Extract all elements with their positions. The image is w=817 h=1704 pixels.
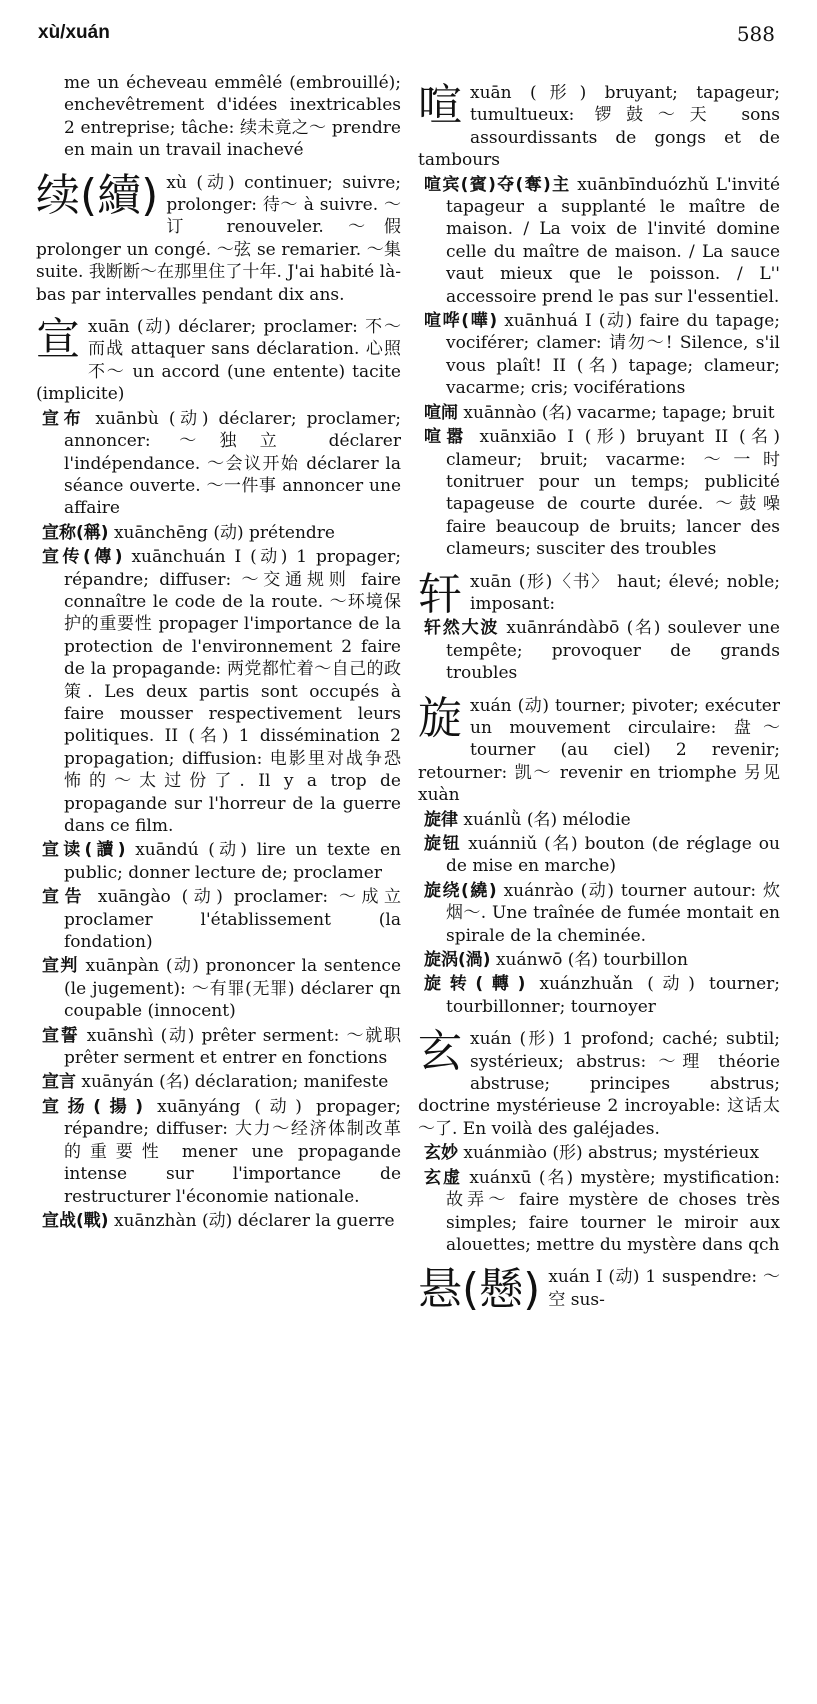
entry-definition: xuān (形)〈书〉 haut; élevé; noble; imposant: — [470, 571, 780, 614]
dict-entry-xuannao — [418, 402, 780, 424]
dict-entry-xuanwo — [418, 949, 780, 971]
entry-definition: xuānyán (名) déclaration; manifeste — [81, 1072, 389, 1093]
entry-definition: xuānhuá I (动) faire du tapage; vociférer; clamer: 请勿～! Silence, s'il vous plaît! II (名) tapage; clameur; vacarme; cris; vociférations — [446, 311, 780, 399]
entry-headword: 玄 — [418, 1026, 462, 1078]
entry-definition: xuánxū (名) mystère; mystification: 故弄～ faire mystère de choses très simples; faire tourner le miroir aux alouettes; mettre du mystère dans qch — [446, 1167, 781, 1255]
dict-entry-xuanmiao — [418, 1142, 780, 1164]
entry-definition: xuánrào (动) tourner autour: 炊烟～. Une traînée de fumée montait en spirale de la cheminée. — [446, 880, 780, 946]
dict-entry-xuan_deep — [418, 1028, 780, 1140]
entry-headword: 旋转(轉) — [424, 974, 526, 995]
dict-entry-xuanxiao — [418, 426, 780, 560]
entry-headword: 宣判 — [42, 956, 79, 977]
entry-headword: 玄妙 — [424, 1143, 458, 1164]
dict-entry-xuanbu — [36, 408, 401, 520]
entry-headword: 旋钮 — [424, 834, 462, 854]
entry-headword: 旋绕(繞) — [424, 880, 497, 901]
entry-headword: 喧嚣 — [424, 427, 469, 448]
dict-entry-xuanbin — [418, 174, 780, 308]
entry-definition: xuánwō (名) tourbillon — [495, 950, 688, 971]
dict-entry-xuanyang — [36, 1096, 401, 1208]
right-column — [418, 72, 781, 1316]
page-number: 588 — [736, 22, 775, 46]
dict-entry-xuanniu — [418, 833, 780, 878]
entry-headword: 旋 — [418, 692, 462, 744]
entry-headword: 宣传(傳) — [42, 547, 123, 568]
dict-entry-xuanlu — [418, 809, 780, 831]
entry-headword: 旋律 — [424, 809, 458, 830]
dict-entry-xuanhua — [418, 310, 780, 400]
dict-entry-cont1 — [36, 72, 401, 162]
entry-headword: 喧 — [418, 80, 462, 131]
entry-definition: xuāndú (动) lire un texte en public; donner lecture de; proclamer — [64, 840, 401, 883]
entry-headword: 喧闹 — [424, 402, 458, 423]
entry-definition: xuānxiāo I (形) bruyant II (名) clameur; bruit; vacarme: ～一时 tonitruer pour un temps; publicité tapageuse de courte durée. ～鼓噪 faire beaucoup de bruits; lancer des clameurs; susciter des troubles — [446, 427, 781, 560]
entry-headword: 宣告 — [42, 887, 87, 908]
dict-entry-xuanyan — [36, 1071, 401, 1093]
entry-definition: xuán I (动) 1 suspendre: ～空 sus- — [548, 1267, 780, 1310]
entry-definition: xuāngào (动) proclamer: ～成立 proclamer l'établissement (la fondation) — [64, 887, 401, 953]
entry-definition: xuánniǔ (名) bouton (de réglage ou de mise en marche) — [446, 834, 780, 877]
entry-headword: 续(續) — [36, 169, 159, 221]
dict-entry-xuancheng — [36, 522, 401, 544]
running-head: xù/xuán — [38, 22, 110, 43]
entry-definition: xuānchuán I (动) 1 propager; répandre; diffuser: ～交通规则 faire connaître le code de la route. ～环境保护的重要性 propager l'importance de la protection de l'environnement 2 faire de la propagande: 两党都忙着～自己的政策. Les deux partis sont occupés à faire mousser respectivement leurs politiques. II (名) 1 dissémination 2 propagation; diffusion: 电影里对战争恐怖的～太过份了. Il y a trop de propagande sur l'horreur de la guerre dans ce film. — [64, 547, 402, 836]
entry-headword: 宣扬(揚) — [42, 1096, 144, 1117]
entry-headword: 旋涡(渦) — [424, 950, 491, 971]
entry-headword: 悬(懸) — [418, 1264, 541, 1316]
entry-headword: 宣言 — [42, 1072, 76, 1093]
entry-definition: xuānchēng (动) prétendre — [113, 522, 335, 543]
dict-entry-xuanrao — [418, 880, 780, 947]
dict-entry-xuan1 — [36, 316, 401, 406]
entry-definition: xuānbù (动) déclarer; proclamer; annoncer: ～独立 déclarer l'indépendance. ～会议开始 déclarer la séance ouverte. ～一件事 annoncer une affaire — [64, 408, 402, 519]
dict-entry-xuanran — [418, 617, 780, 684]
dict-entry-xuanshi — [36, 1025, 401, 1070]
dict-entry-xuan_turn — [418, 692, 780, 807]
entry-headword: 轩然大波 — [424, 618, 500, 639]
entry-definition: xuānbīnduózhǔ L'invité tapageur a supplanté le maître de maison. / La voix de l'invité domine celle du maître de maison. / La sauce vaut mieux que le poisson. / L'' accessoire prend le pas sur l'essentiel. — [446, 174, 781, 307]
entry-definition: xuánzhuǎn (动) tourner; tourbillonner; tournoyer — [446, 974, 780, 1017]
entry-definition: xuánlǜ (名) mélodie — [463, 809, 631, 830]
dict-entry-xuan_hang — [418, 1264, 780, 1316]
entry-definition: xuānpàn (动) prononcer la sentence (le jugement): ～有罪(无罪) déclarer qn coupable (innocent) — [64, 956, 402, 1022]
dict-entry-xuan_high — [418, 568, 780, 620]
dict-entry-xuanzhan — [36, 1210, 401, 1232]
page-header — [0, 22, 817, 58]
entry-definition: xuānrándàbō (名) soulever une tempête; provoquer de grands troubles — [446, 618, 780, 684]
entry-headword: 轩 — [418, 568, 462, 620]
entry-definition: xuán (动) tourner; pivoter; exécuter un mouvement circulaire: 盘～ tourner (au ciel) 2 revenir; retourner: 凯～ revenir en triomphe 另见 xuàn — [418, 695, 780, 806]
entry-headword: 宣誓 — [42, 1025, 80, 1046]
dict-entry-xuan_noisy — [418, 82, 780, 172]
entry-headword: 宣称(稱) — [42, 522, 109, 543]
entry-headword: 宣 — [36, 314, 80, 366]
entry-definition: xù (动) continuer; suivre; prolonger: 待～ à suivre. ～订 renouveler. ～假 prolonger un congé. ～弦 se remarier. ～集 suite. 我断断～在那里住了十年. J'ai habité là-bas par intervalles pendant dix ans. — [36, 172, 401, 305]
dict-entry-xu — [36, 169, 401, 306]
left-column — [36, 72, 401, 1232]
entry-definition: xuān (动) déclarer; proclamer: 不～而战 attaquer sans déclaration. 心照不～ un accord (une entente) tacite (implicite) — [36, 317, 401, 405]
entry-definition: xuānshì (动) prêter serment: ～就职 prêter serment et entrer en fonctions — [64, 1025, 402, 1069]
dict-entry-xuanzhuan — [418, 973, 780, 1018]
dict-entry-xuanchuan — [36, 546, 401, 837]
entry-headword: 宣战(戰) — [42, 1210, 109, 1231]
entry-definition: xuān (形) bruyant; tapageur; tumultueux: 锣鼓～天 sons assourdissants de gongs et de tambours — [418, 83, 780, 171]
entry-definition: xuānzhàn (动) déclarer la guerre — [113, 1210, 395, 1231]
dict-entry-xuanxu — [418, 1167, 780, 1257]
entry-definition: xuānnào (名) vacarme; tapage; bruit — [463, 402, 775, 423]
entry-definition: xuānyáng (动) propager; répandre; diffuser: 大力～经济体制改革的重要性 mener une propagande intense sur l'importance de restructurer l'économie nationale. — [64, 1096, 402, 1207]
entry-definition: xuánmiào (形) abstrus; mystérieux — [463, 1143, 760, 1164]
entry-definition: xuán (形) 1 profond; caché; subtil; systérieux; abstrus: ～理 théorie abstruse; principes abstrus; doctrine mystérieuse 2 incroyable: 这话太～了. En voilà des galéjades. — [418, 1029, 780, 1139]
entry-definition: me un écheveau emmêlé (embrouillé); enchevêtrement d'idées inextricables 2 entreprise; tâche: 续未竟之～ prendre en main un travail inachevé — [64, 73, 401, 161]
dict-entry-xuangao — [36, 886, 401, 953]
entry-headword: 喧哗(嘩) — [424, 311, 498, 332]
entry-headword: 宣读(讀) — [42, 840, 126, 861]
dict-entry-xuandu — [36, 839, 401, 884]
dict-entry-xuanpan — [36, 955, 401, 1022]
entry-headword: 喧宾(賓)夺(奪)主 — [424, 174, 571, 195]
entry-headword: 宣布 — [42, 408, 86, 429]
entry-headword: 玄虚 — [424, 1167, 462, 1188]
